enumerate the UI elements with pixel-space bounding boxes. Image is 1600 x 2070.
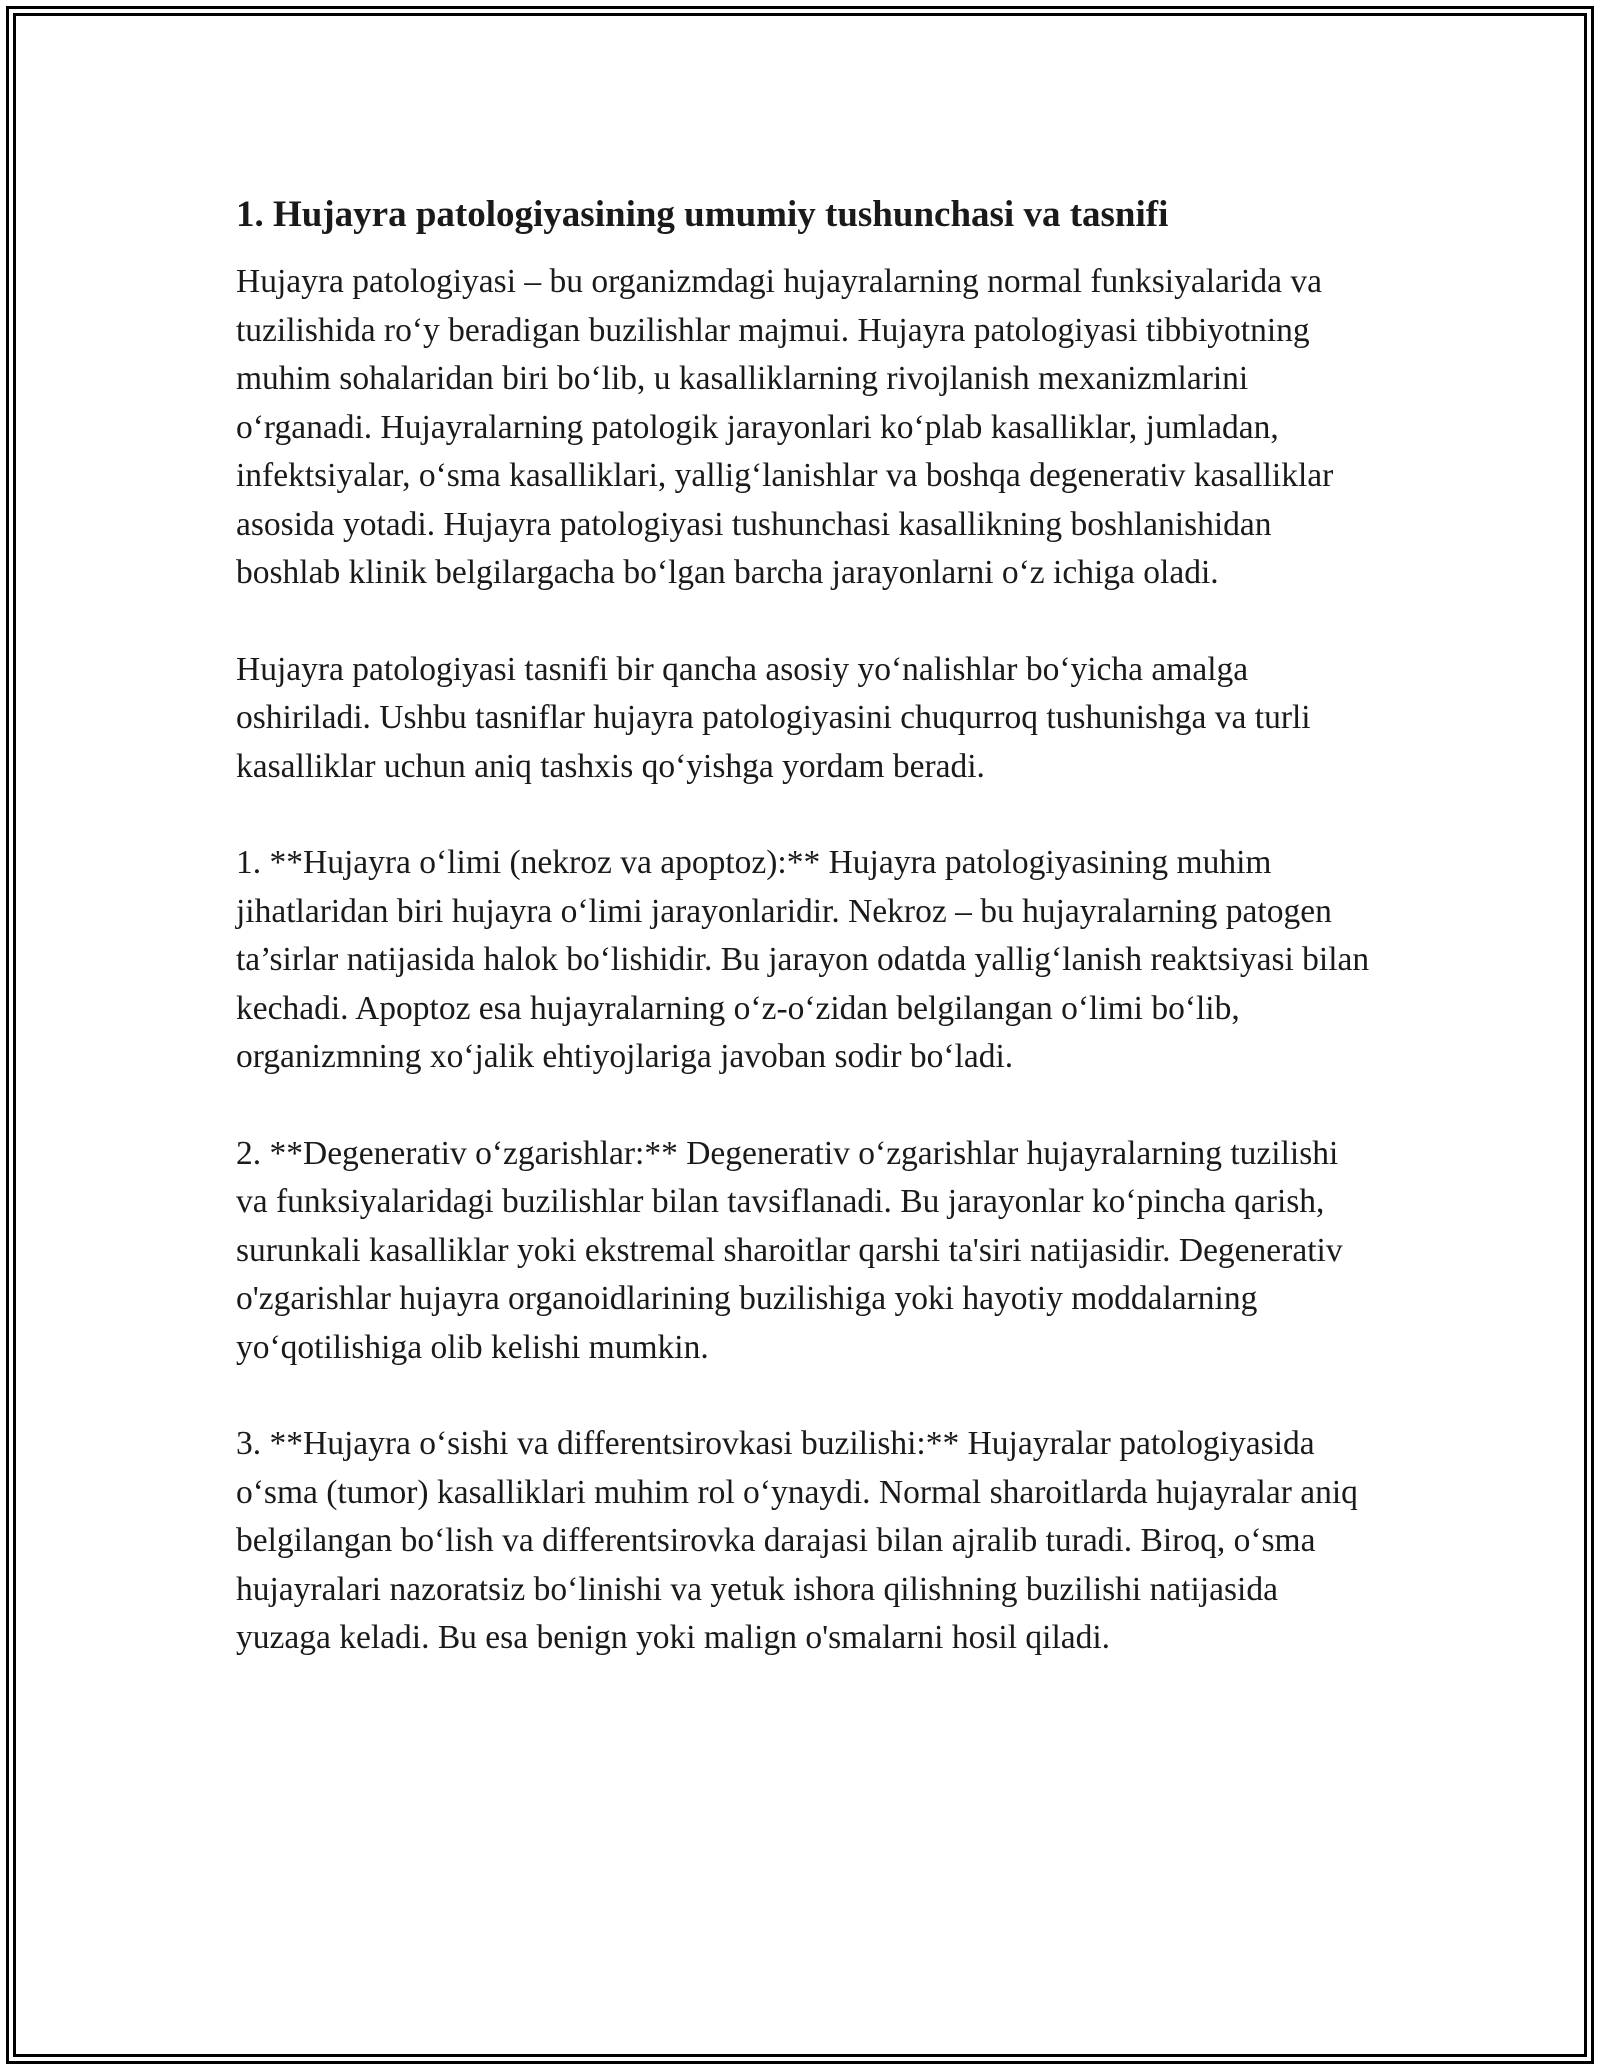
paragraph-cell-death: 1. **Hujayra o‘limi (nekroz va apoptoz):** Hujayra patologiyasining muhim jihatlaridan biri hujayra o‘limi jarayonlaridir. Nekroz – bu hujayralarning patogen ta’sirlar natijasida halok bo‘lishidir. Bu jarayon odatda yallig‘lanish reaktsiyasi bilan kechadi. Apoptoz esa hujayralarning o‘z-o‘zidan belgilangan o‘limi bo‘lib, organizmning xo‘jalik ehtiyojlariga javoban sodir bo‘ladi.	[236, 844, 1370, 1075]
paragraph-growth-differentiation: 3. **Hujayra o‘sishi va differentsirovkasi buzilishi:** Hujayralar patologiyasida o‘sma (tumor) kasalliklari muhim rol o‘ynaydi. Normal sharoitlarda hujayralar aniq belgilangan bo‘lish va differentsirovka darajasi bilan ajralib turadi. Biroq, o‘sma hujayralari nazoratsiz bo‘linishi va yetuk ishora qilishning buzilishi natijasida yuzaga keladi. Bu esa benign yoki malign o'smalarni hosil qiladi.	[236, 1425, 1358, 1656]
document-body	[236, 190, 1376, 1711]
paragraph-degenerative-changes: 2. **Degenerativ o‘zgarishlar:** Degenerativ o‘zgarishlar hujayralarning tuzilishi va funksiyalaridagi buzilishlar bilan tavsiflanadi. Bu jarayonlar ko‘pincha qarish, surunkali kasalliklar yoki ekstremal sharoitlar qarshi ta'siri natijasidir. Degenerativ o'zgarishlar hujayra organoidlarining buzilishiga yoki hayotiy moddalarning yo‘qotilishiga olib kelishi mumkin.	[236, 1134, 1343, 1366]
paragraph-classification-intro: Hujayra patologiyasi tasnifi bir qancha asosiy yo‘nalishlar bo‘yicha amalga oshiriladi. Ushbu tasniflar hujayra patologiyasini chuqurroq tushunishga va turli kasalliklar uchun aniq tashxis qo‘yishga yordam beradi.	[236, 650, 1311, 785]
paragraph-definition: Hujayra patologiyasi – bu organizmdagi hujayralarning normal funksiyalarida va tuzilishida ro‘y beradigan buzilishlar majmui. Hujayra patologiyasi tibbiyotning muhim sohalaridan biri bo‘lib, u kasalliklarning rivojlanish mexanizmlarini o‘rganadi. Hujayralarning patologik jarayonlari ko‘plab kasalliklar, jumladan, infektsiyalar, o‘sma kasalliklari, yallig‘lanishlar va boshqa degenerativ kasalliklar asosida yotadi. Hujayra patologiyasi tushunchasi kasallikning boshlanishidan boshlab klinik belgilargacha bo‘lgan barcha jarayonlarni o‘z ichiga oladi.	[236, 263, 1334, 591]
section-heading: 1. Hujayra patologiyasining umumiy tushunchasi va tasnifi	[236, 194, 1169, 235]
